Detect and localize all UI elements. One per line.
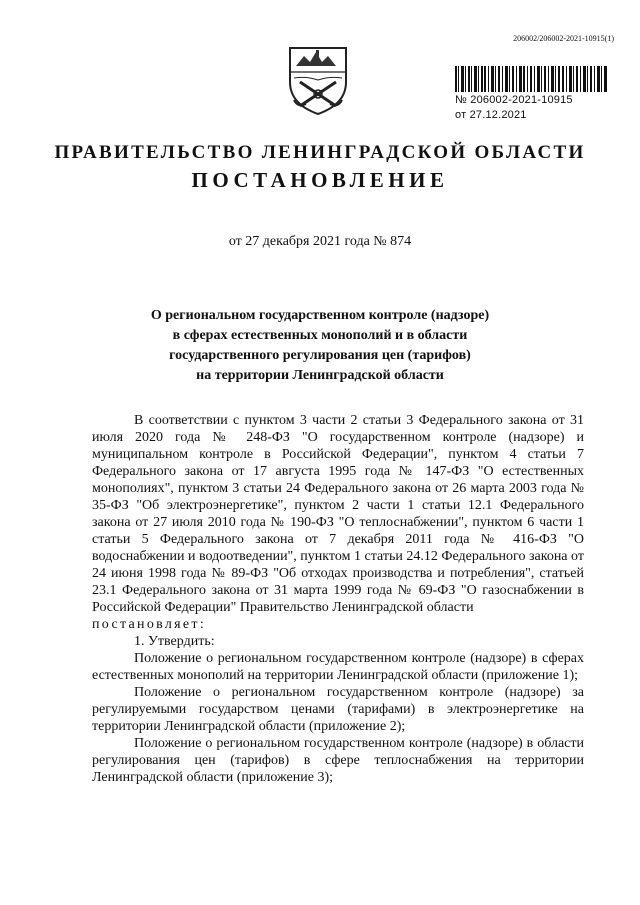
government-title: ПРАВИТЕЛЬСТВО ЛЕНИНГРАДСКОЙ ОБЛАСТИ	[54, 142, 586, 163]
subject-line: на территории Ленинградской области	[196, 368, 444, 383]
approved-regulation-3: Положение о региональном государственном контроле (надзоре) в области регулирования цен (тарифов) в сфере теплоснабжения на территории Ленинградской области (приложение 3);	[92, 736, 584, 785]
decree-subject	[0, 306, 640, 386]
barcode-icon	[455, 66, 607, 92]
decree-body	[92, 412, 584, 786]
document-type: ПОСТАНОВЛЕНИЕ	[191, 168, 449, 192]
registration-number: № 206002-2021-10915	[455, 94, 573, 106]
approved-regulation-2: Положение о региональном государственном контроле (надзоре) за регулируемыми государством ценами (тарифами) в электроэнергетике на территории Ленинградской области (приложение 2);	[92, 685, 584, 734]
decree-word: постановляет:	[92, 617, 207, 632]
subject-line: в сферах естественных монополий и в области	[172, 328, 468, 343]
leningrad-oblast-coat-of-arms-icon	[286, 42, 350, 116]
decree-date-number: от 27 декабря 2021 года № 874	[228, 234, 412, 249]
registration-date: от 27.12.2021	[455, 109, 527, 121]
top-reference-number: 206002/206002-2021-10915(1)	[513, 34, 614, 43]
registration-block	[455, 66, 615, 122]
subject-line: О региональном государственном контроле (надзоре)	[150, 308, 490, 323]
subject-line: государственного регулирования цен (тарифов)	[169, 348, 471, 363]
approved-regulation-1: Положение о региональном государственном контроле (надзоре) в сферах естественных монополий на территории Ленинградской области (приложение 1);	[92, 651, 584, 683]
preamble-paragraph: В соответствии с пунктом 3 части 2 статьи 3 Федерального закона от 31 июля 2020 года № 248-ФЗ "О государственном контроле (надзоре) и муниципальном контроле в Российской Федерации", пунктом 4 статьи 7 Федерального закона от 17 августа 1995 года № 147-ФЗ "О естественных монополиях", пунктом 3 статьи 24 Федерального закона от 26 марта 2003 года № 35-ФЗ "Об электроэнергетике", пунктом 2 части 1 статьи 12.1 Федерального закона от 27 июля 2010 года № 190-ФЗ "О теплоснабжении", пунктом 6 части 1 статьи 5 Федерального закона от 7 декабря 2011 года № 416-ФЗ "О водоснабжении и водоотведении", пунктом 1 статьи 24.12 Федерального закона от 24 июня 1998 года № 89-ФЗ "Об отходах производства и потребления", статьей 23.1 Федерального закона от 31 марта 1999 года № 69-ФЗ "О газоснабжении в Российской Федерации" Правительство Ленинградской области	[92, 413, 584, 615]
item-1-heading: 1. Утвердить:	[134, 634, 215, 649]
